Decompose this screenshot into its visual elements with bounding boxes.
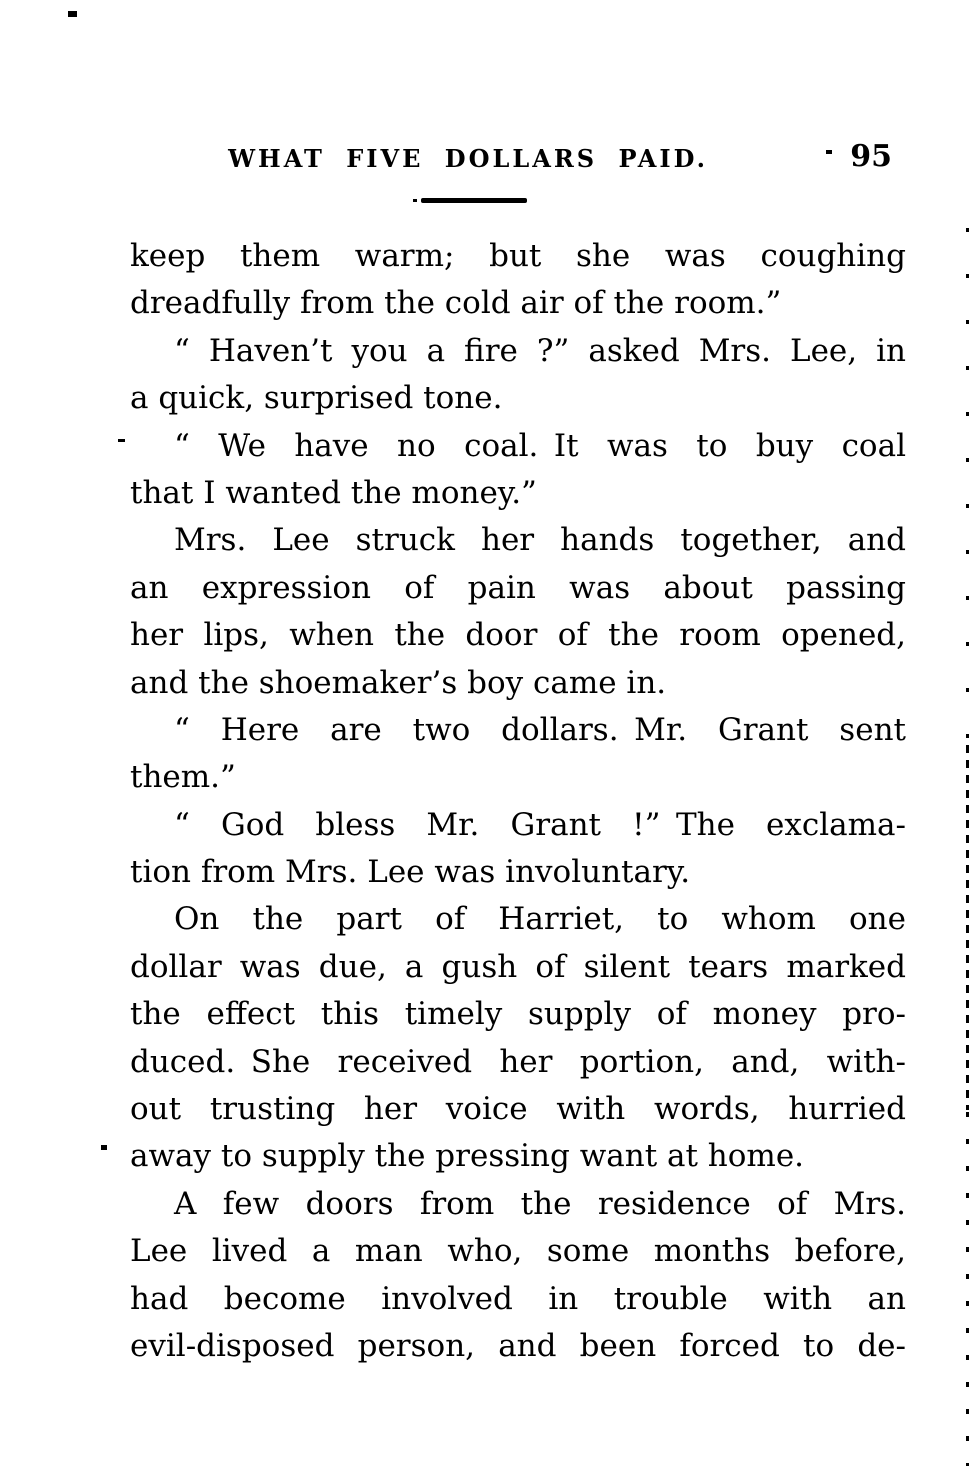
text-line: “ Here are two dollars. Mr. Grant sent	[174, 711, 906, 748]
text-line: them.”	[130, 759, 236, 796]
text-line: “ God bless Mr. Grant !” The exclama-	[174, 806, 906, 843]
running-header	[130, 139, 906, 182]
scan-speck	[68, 11, 77, 17]
text-line: had become involved in trouble with an	[130, 1280, 906, 1317]
text-line: the effect this timely supply of money pro-	[130, 996, 906, 1033]
text-line: tion from Mrs. Lee was involuntary.	[130, 854, 691, 891]
scan-edge-marks	[966, 1112, 969, 1466]
scan-speck	[101, 1145, 107, 1150]
scan-edge-marks	[966, 745, 969, 1110]
text-line: and the shoemaker’s boy came in.	[130, 664, 667, 701]
text-line: that I wanted the money.”	[130, 474, 537, 511]
text-line: “ Haven’t you a fire ?” asked Mrs. Lee, in	[174, 332, 906, 369]
text-line: evil-disposed person, and been forced to de-	[130, 1327, 906, 1364]
text-line: her lips, when the door of the room opened,	[130, 617, 906, 654]
text-line: an expression of pain was about passing	[130, 569, 906, 606]
text-line: Lee lived a man who, some months before,	[130, 1233, 906, 1270]
text-line: Mrs. Lee struck her hands together, and	[174, 522, 906, 559]
text-line: dreadfully from the cold air of the room.”	[130, 285, 782, 322]
text-line: dollar was due, a gush of silent tears marked	[130, 948, 906, 985]
scan-speck	[826, 150, 832, 154]
section-divider	[421, 198, 527, 203]
text-line: keep them warm; but she was coughing	[130, 238, 906, 274]
text-line: “ We have no coal. It was to buy coal	[174, 427, 906, 464]
text-line: On the part of Harriet, to whom one	[174, 901, 906, 938]
page-number: 95	[850, 139, 892, 174]
text-line: out trusting her voice with words, hurried	[130, 1091, 906, 1128]
scan-speck	[118, 439, 125, 442]
text-line: A few doors from the residence of Mrs.	[174, 1185, 906, 1222]
text-line: away to supply the pressing want at home.	[130, 1138, 805, 1175]
body-text	[130, 233, 906, 1370]
running-header-title: WHAT FIVE DOLLARS PAID.	[228, 144, 708, 173]
text-line: a quick, surprised tone.	[130, 380, 503, 417]
text-line: duced. She received her portion, and, with-	[130, 1043, 906, 1080]
scan-edge-marks	[966, 228, 969, 743]
